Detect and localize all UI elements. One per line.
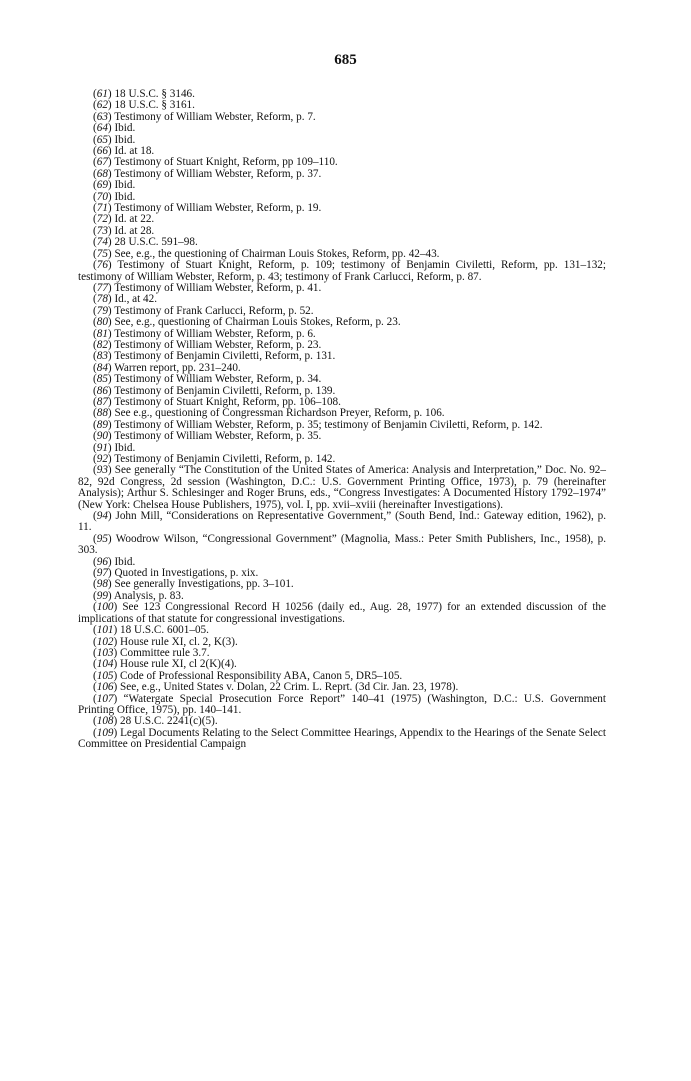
footnote-paren: )	[113, 624, 121, 637]
footnote-text: Testimony of William Webster, Reform, p. 35; testimony of Benjamin Civiletti, Reform, p. 142.	[114, 418, 543, 431]
footnote-text: Ibid.	[114, 441, 136, 454]
footnote-paren: )	[107, 145, 115, 158]
footnote-number: 66	[96, 145, 108, 158]
footnote	[78, 112, 606, 123]
footnote-paren: )	[107, 110, 115, 123]
footnote-paren: (	[93, 567, 97, 580]
footnote-text: Testimony of William Webster, Reform, p. 23.	[114, 338, 322, 351]
footnote-text: Testimony of William Webster, Reform, p. 41.	[114, 281, 322, 294]
footnote-paren: )	[107, 407, 115, 420]
footnote-number: 79	[96, 304, 108, 317]
footnote-text: 18 U.S.C. § 3146.	[114, 88, 195, 100]
footnote-paren: )	[107, 247, 115, 260]
footnote-paren: (	[93, 373, 97, 386]
footnote-number: 88	[96, 407, 108, 420]
footnote-text: See, e.g., the questioning of Chairman Louis Stokes, Reform, pp. 42–43.	[114, 247, 440, 260]
footnote	[78, 694, 606, 717]
footnote-text: Id., at 42.	[114, 293, 158, 306]
footnote-paren: )	[107, 418, 115, 431]
footnote-paren: (	[93, 430, 97, 443]
footnote-text: Code of Professional Responsibility ABA, Canon 5, DR5–105.	[120, 669, 403, 682]
footnote	[78, 431, 606, 442]
footnote-text: Testimony of William Webster, Reform, p. 7.	[114, 110, 316, 123]
footnote-text: Testimony of Benjamin Civiletti, Reform, p. 142.	[114, 453, 336, 465]
footnote-number: 70	[96, 190, 108, 203]
footnote-paren: )	[107, 236, 115, 249]
footnote-paren: )	[107, 464, 115, 477]
footnote-number: 78	[96, 293, 108, 306]
footnote-paren: (	[93, 88, 97, 100]
footnote-number: 75	[96, 247, 108, 260]
footnote-text: See generally “The Constitution of the United States of America: Analysis and Interpretation,” Doc. No. 92–82, 92d Congress, 2d session (Washington, D.C.: U.S. Government Printing Office, 1973), p. 79 (hereinafter Analysis); Arthur S. Schlesinger and Roger Bruns, eds., “Congress Investigates: A Documented History 1792–1974” (New York: Chelsea House Publishers, 1975), vol. I, pp. xvii–xviii (hereinafter Investigations).	[78, 464, 606, 511]
footnote-text: Ibid.	[114, 133, 136, 146]
footnote-text: Testimony of Stuart Knight, Reform, p. 109; testimony of Benjamin Civiletti, Reform, pp. 131–132; testimony of William Webster, Reform, p. 43; testimony of Frank Carlucci, Reform, p. 87.	[78, 259, 606, 283]
footnote-paren: (	[93, 145, 97, 158]
footnote-number: 107	[96, 692, 114, 705]
footnote-paren: (	[93, 281, 97, 294]
footnote-paren: (	[93, 658, 97, 671]
footnote-paren: )	[107, 578, 115, 591]
footnote-paren: )	[107, 589, 114, 602]
footnote	[78, 260, 606, 283]
footnote-text: Ibid.	[114, 122, 136, 135]
footnote-number: 86	[96, 384, 108, 397]
footnote	[78, 180, 606, 191]
footnote-number: 82	[96, 338, 108, 351]
footnote-paren: )	[107, 555, 115, 568]
footnote-number: 67	[96, 156, 108, 169]
footnote-paren: (	[93, 338, 97, 351]
footnote-paren: (	[93, 464, 97, 477]
footnote	[78, 135, 606, 146]
footnote-text: 28 U.S.C. 591–98.	[114, 236, 198, 249]
footnote-number: 80	[96, 316, 108, 329]
footnote-paren: (	[93, 578, 97, 591]
footnote-number: 62	[96, 99, 108, 112]
footnote-text: Ibid.	[114, 555, 136, 568]
footnote-text: Testimony of Benjamin Civiletti, Reform, p. 131.	[114, 350, 336, 363]
footnote-paren: (	[93, 361, 97, 374]
footnote-paren: )	[107, 99, 115, 112]
footnote-number: 63	[96, 110, 108, 123]
footnote-number: 104	[96, 658, 114, 671]
footnote-paren: (	[93, 236, 97, 249]
footnote-number: 85	[96, 373, 108, 386]
footnote-number: 71	[96, 202, 108, 215]
footnote-text: Testimony of William Webster, Reform, p. 35.	[114, 430, 322, 443]
footnote-paren: )	[113, 646, 121, 659]
footnote-list	[78, 89, 606, 751]
footnote-paren: (	[93, 532, 97, 545]
footnote-text: Woodrow Wilson, “Congressional Government” (Magnolia, Mass.: Peter Smith Publishers, Inc., 1958), p. 303.	[78, 532, 606, 557]
footnote-paren: (	[93, 133, 97, 146]
footnote-text: House rule XI, cl 2(K)(4).	[120, 658, 237, 671]
footnote	[78, 203, 606, 214]
footnote	[78, 728, 606, 751]
footnote-number: 106	[96, 681, 114, 694]
footnote-text: 18 U.S.C. 6001–05.	[120, 624, 209, 637]
footnote-text: Testimony of Stuart Knight, Reform, pp. 106–108.	[114, 395, 341, 408]
footnote-paren: )	[107, 361, 115, 374]
footnote-paren: (	[93, 692, 97, 705]
footnote-paren: )	[113, 635, 121, 648]
footnote	[78, 465, 606, 511]
footnote-paren: (	[93, 167, 97, 180]
footnote-number: 101	[96, 624, 114, 637]
footnote-paren: )	[113, 601, 123, 614]
footnote-paren: (	[93, 441, 97, 454]
footnote-paren: (	[93, 715, 97, 728]
footnote-paren: )	[113, 658, 121, 671]
footnote-paren: )	[107, 213, 115, 226]
footnote-paren: (	[93, 99, 97, 112]
footnote-text: Committee rule 3.7.	[120, 646, 210, 659]
footnote-paren: )	[107, 384, 115, 397]
footnote-paren: )	[107, 338, 115, 351]
footnote-paren: (	[93, 110, 97, 123]
footnote-paren: )	[113, 669, 121, 682]
footnote-paren: (	[93, 726, 97, 739]
footnote-paren: (	[93, 316, 97, 329]
footnote-number: 103	[96, 646, 114, 659]
footnote-paren: )	[107, 373, 115, 386]
footnote-paren: (	[93, 350, 97, 363]
footnote-number: 99	[96, 589, 108, 602]
footnote-paren: (	[93, 259, 97, 272]
footnote-paren: (	[93, 510, 97, 523]
footnote-number: 83	[96, 350, 108, 363]
footnote-paren: )	[107, 293, 115, 306]
footnote-text: Legal Documents Relating to the Select Committee Hearings, Appendix to the Hearings of the Senate Select Committee on Presidential Campaign	[78, 726, 606, 751]
footnote-text: Testimony of William Webster, Reform, p. 19.	[114, 202, 322, 215]
footnote-number: 108	[96, 715, 114, 728]
footnote-text: Id. at 22.	[114, 213, 155, 226]
footnote-paren: (	[93, 327, 97, 340]
footnote-text: Testimony of Stuart Knight, Reform, pp 109–110.	[114, 156, 338, 169]
footnote-paren: (	[93, 304, 97, 317]
footnote-text: Testimony of William Webster, Reform, p. 37.	[114, 167, 322, 180]
footnote-text: Testimony of William Webster, Reform, p. 34.	[114, 373, 322, 386]
footnote	[78, 534, 606, 557]
footnote-text: Ibid.	[114, 179, 136, 192]
footnote-paren: )	[107, 202, 115, 215]
footnote-paren: )	[107, 179, 115, 192]
footnote-paren: )	[107, 133, 115, 146]
footnote-paren: )	[107, 167, 115, 180]
footnote-number: 92	[96, 453, 108, 465]
footnote-number: 89	[96, 418, 108, 431]
footnote-number: 81	[96, 327, 108, 340]
footnote-paren: (	[93, 224, 97, 237]
footnote-paren: (	[93, 635, 97, 648]
footnote-number: 77	[96, 281, 108, 294]
footnote-number: 98	[96, 578, 108, 591]
footnote-number: 68	[96, 167, 108, 180]
footnote-number: 100	[96, 601, 114, 614]
footnote-text: Testimony of William Webster, Reform, p. 6.	[114, 327, 316, 340]
footnote-paren: )	[107, 567, 115, 580]
footnote-number: 87	[96, 395, 108, 408]
footnote-paren: (	[93, 293, 97, 306]
footnote	[78, 214, 606, 225]
footnote-paren: (	[93, 407, 97, 420]
footnote	[78, 602, 606, 625]
footnote-number: 65	[96, 133, 108, 146]
footnote-paren: (	[93, 179, 97, 192]
footnote-paren: )	[107, 122, 115, 135]
footnote-text: Id. at 28.	[114, 224, 155, 237]
footnote-number: 95	[96, 532, 108, 545]
footnote-paren: )	[107, 395, 115, 408]
footnote-paren: )	[107, 190, 115, 203]
footnote-paren: )	[107, 224, 115, 237]
footnote-paren: )	[107, 304, 115, 317]
footnote-paren: )	[113, 726, 121, 739]
footnote-number: 90	[96, 430, 108, 443]
footnote	[78, 123, 606, 134]
footnote-number: 91	[96, 441, 108, 454]
footnote-paren: (	[93, 122, 97, 135]
footnote-paren: (	[93, 190, 97, 203]
footnote-paren: )	[107, 510, 116, 523]
footnote-paren: (	[93, 681, 97, 694]
footnote	[78, 511, 606, 534]
footnote-paren: (	[93, 453, 97, 465]
footnote-number: 109	[96, 726, 114, 739]
footnote-number: 102	[96, 635, 114, 648]
footnote-paren: )	[107, 350, 115, 363]
footnote-text: 28 U.S.C. 2241(c)(5).	[120, 715, 218, 728]
footnote-paren: (	[93, 555, 97, 568]
footnote-paren: (	[93, 384, 97, 397]
footnote-number: 96	[96, 555, 108, 568]
footnote-number: 97	[96, 567, 108, 580]
footnote-number: 84	[96, 361, 108, 374]
footnote-paren: (	[93, 669, 97, 682]
footnote-paren: (	[93, 418, 97, 431]
footnote-paren: )	[107, 88, 115, 100]
footnote-paren: )	[107, 281, 115, 294]
footnote-paren: (	[93, 395, 97, 408]
footnote-paren: )	[113, 681, 121, 694]
footnote-text: Ibid.	[114, 190, 136, 203]
footnote-text: See e.g., questioning of Congressman Richardson Preyer, Reform, p. 106.	[114, 407, 445, 420]
footnote	[78, 169, 606, 180]
footnote-paren: (	[93, 624, 97, 637]
footnote-text: See generally Investigations, pp. 3–101.	[114, 578, 294, 591]
footnote-number: 64	[96, 122, 108, 135]
footnote-paren: (	[93, 156, 97, 169]
footnote-number: 74	[96, 236, 108, 249]
footnote-paren: )	[107, 441, 115, 454]
footnote-number: 69	[96, 179, 108, 192]
footnote-text: 18 U.S.C. § 3161.	[114, 99, 195, 112]
footnote-paren: (	[93, 247, 97, 260]
footnote-text: “Watergate Special Prosecution Force Report” 140–41 (1975) (Washington, D.C.: U.S. Government Printing Office, 1975), pp. 140–141.	[78, 692, 606, 716]
footnote-number: 73	[96, 224, 108, 237]
footnote-number: 61	[96, 88, 108, 100]
footnote-text: See 123 Congressional Record H 10256 (daily ed., Aug. 28, 1977) for an extended discussion of the implications of that statute for congressional investigations.	[78, 601, 606, 625]
footnote-text: Warren report, pp. 231–240.	[114, 361, 241, 374]
footnote-paren: (	[93, 646, 97, 659]
footnote-paren: )	[107, 430, 115, 443]
footnote-text: Testimony of Benjamin Civiletti, Reform, p. 139.	[114, 384, 336, 397]
footnote-paren: )	[107, 327, 115, 340]
footnote-text: House rule XI, cl. 2, K(3).	[120, 635, 238, 648]
footnote-text: Quoted in Investigations, p. xix.	[114, 567, 259, 580]
footnote-text: John Mill, “Considerations on Representative Government,” (South Bend, Ind.: Gateway edition, 1962), p. 11.	[78, 510, 606, 534]
footnote-number: 72	[96, 213, 108, 226]
footnote-number: 76	[96, 259, 108, 272]
footnote-text: Id. at 18.	[114, 145, 155, 158]
footnote-text: Testimony of Frank Carlucci, Reform, p. 52.	[114, 304, 314, 317]
footnote-paren: )	[107, 316, 115, 329]
footnote-paren: (	[93, 589, 97, 602]
footnote-paren: )	[107, 453, 115, 465]
footnote-text: See, e.g., questioning of Chairman Louis Stokes, Reform, p. 23.	[114, 316, 401, 329]
footnote-paren: (	[93, 202, 97, 215]
footnote	[78, 283, 606, 294]
footnote-text: Analysis, p. 83.	[113, 589, 184, 602]
footnote-paren: )	[107, 532, 116, 545]
footnote-paren: )	[107, 259, 118, 272]
footnote-number: 94	[96, 510, 108, 523]
footnote-paren: )	[113, 692, 124, 705]
footnote-paren: )	[107, 156, 115, 169]
page-number: 685	[334, 52, 357, 68]
footnote-number: 93	[96, 464, 108, 477]
footnote-paren: )	[113, 715, 121, 728]
footnote-paren: (	[93, 601, 97, 614]
footnote-paren: (	[93, 213, 97, 226]
footnote-number: 105	[96, 669, 114, 682]
footnote-text: See, e.g., United States v. Dolan, 22 Crim. L. Reprt. (3d Cir. Jan. 23, 1978).	[120, 681, 459, 694]
